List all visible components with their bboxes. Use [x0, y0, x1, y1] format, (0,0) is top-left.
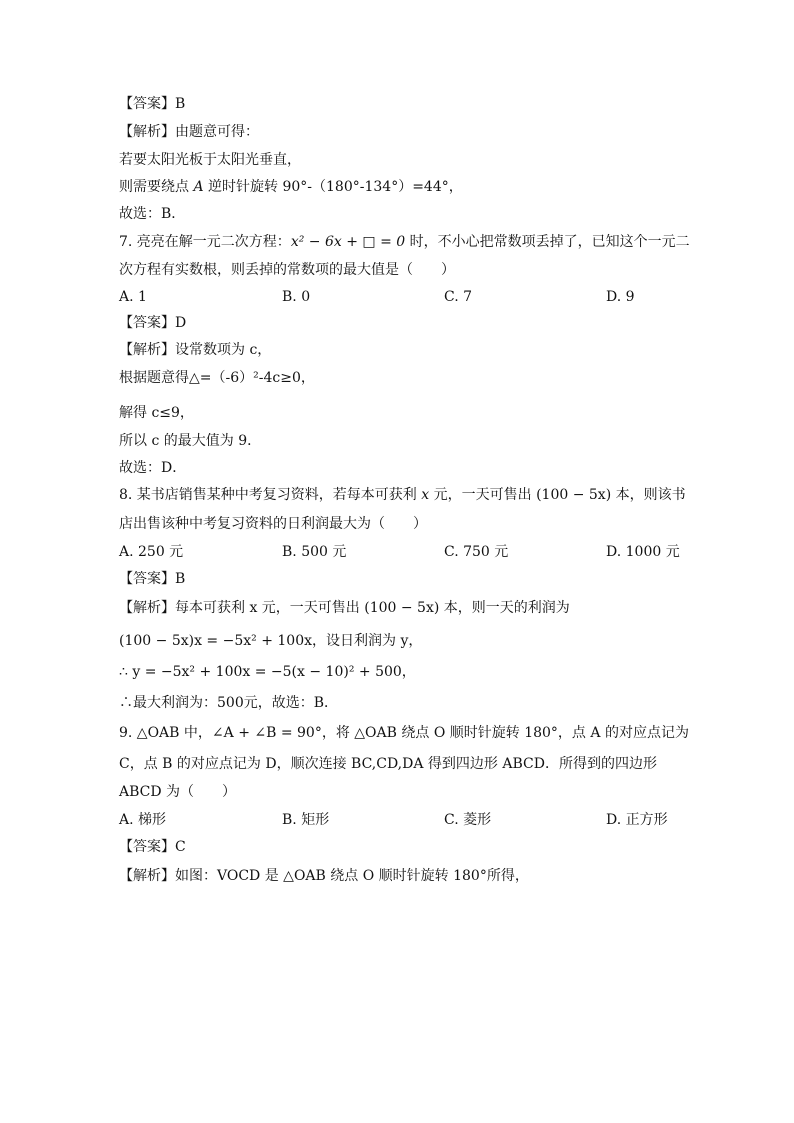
q9-analysis-line: 【解析】如图：VOCD 是 △OAB 绕点 O 顺时针旋转 180°所得，: [119, 868, 529, 884]
q6-analysis-line: 若要太阳光板于太阳光垂直，: [119, 152, 301, 168]
q7-option-d: D. 9: [606, 289, 635, 305]
q8-answer: 【答案】B: [119, 571, 186, 587]
q8-analysis-line: 【解析】每本可获利 x 元，一天可售出 (100 − 5x) 本，则一天的利润为: [119, 600, 570, 616]
q7-option-a: A. 1: [119, 289, 147, 305]
q8-option-b: B. 500 元: [282, 544, 347, 560]
q7-stem-line1: 7. 亮亮在解一元二次方程：x² − 6x + □ = 0 时，不小心把常数项丢掉了，已知这个一元二: [119, 234, 690, 250]
q9-stem-line1: 9. △OAB 中，∠A + ∠B = 90°，将 △OAB 绕点 O 顺时针旋转 180°，点 A 的对应点记为: [119, 725, 689, 741]
q9-option-b: B. 矩形: [282, 812, 330, 828]
q7-stem-line2: 次方程有实数根，则丢掉的常数项的最大值是（ ）: [119, 262, 455, 278]
q8-option-d: D. 1000 元: [606, 544, 680, 560]
q9-option-a: A. 梯形: [119, 812, 167, 828]
q7-analysis-line: 解得 c≤9，: [119, 405, 194, 421]
q9-answer: 【答案】C: [119, 839, 186, 855]
q8-option-c: C. 750 元: [444, 544, 509, 560]
q7-answer: 【答案】D: [119, 315, 187, 331]
q8-stem-line2: 店出售该种中考复习资料的日利润最大为（ ）: [119, 516, 427, 532]
q7-analysis-line: 所以 c 的最大值为 9．: [119, 433, 262, 449]
q7-analysis-line: 根据题意得△=（-6）²-4c≥0，: [119, 370, 315, 386]
q8-stem-line1: 8. 某书店销售某种中考复习资料，若每本可获利 x 元，一天可售出 (100 − 5x) 本，则该书: [119, 487, 686, 503]
q6-analysis-heading: 【解析】由题意可得：: [119, 124, 259, 140]
q9-option-d: D. 正方形: [606, 812, 668, 828]
q8-analysis-formula: (100 − 5x)x = −5x² + 100x，设日利润为 y，: [119, 633, 423, 649]
q7-equation: x² − 6x + □ = 0: [290, 234, 406, 250]
q6-analysis-line: 则需要绕点 A 逆时针旋转 90°-（180°-134°）=44°，: [119, 179, 463, 195]
q7-conclusion: 故选：D．: [119, 460, 187, 476]
q8-analysis-formula: ∴ y = −5x² + 100x = −5(x − 10)² + 500，: [119, 664, 416, 680]
q8-option-a: A. 250 元: [119, 544, 184, 560]
q6-conclusion: 故选：B．: [119, 206, 186, 222]
q9-option-c: C. 菱形: [444, 812, 492, 828]
q8-conclusion: ∴最大利润为：500元，故选：B．: [119, 695, 339, 711]
q9-stem-line3: ABCD 为（ ）: [119, 784, 237, 800]
q7-option-b: B. 0: [282, 289, 311, 305]
q6-answer: 【答案】B: [119, 96, 186, 112]
q9-stem-line2: C，点 B 的对应点记为 D，顺次连接 BC,CD,DA 得到四边形 ABCD．所得到的四边形: [119, 756, 657, 772]
q7-analysis-line: 【解析】设常数项为 c，: [119, 342, 272, 358]
q7-option-c: C. 7: [444, 289, 473, 305]
